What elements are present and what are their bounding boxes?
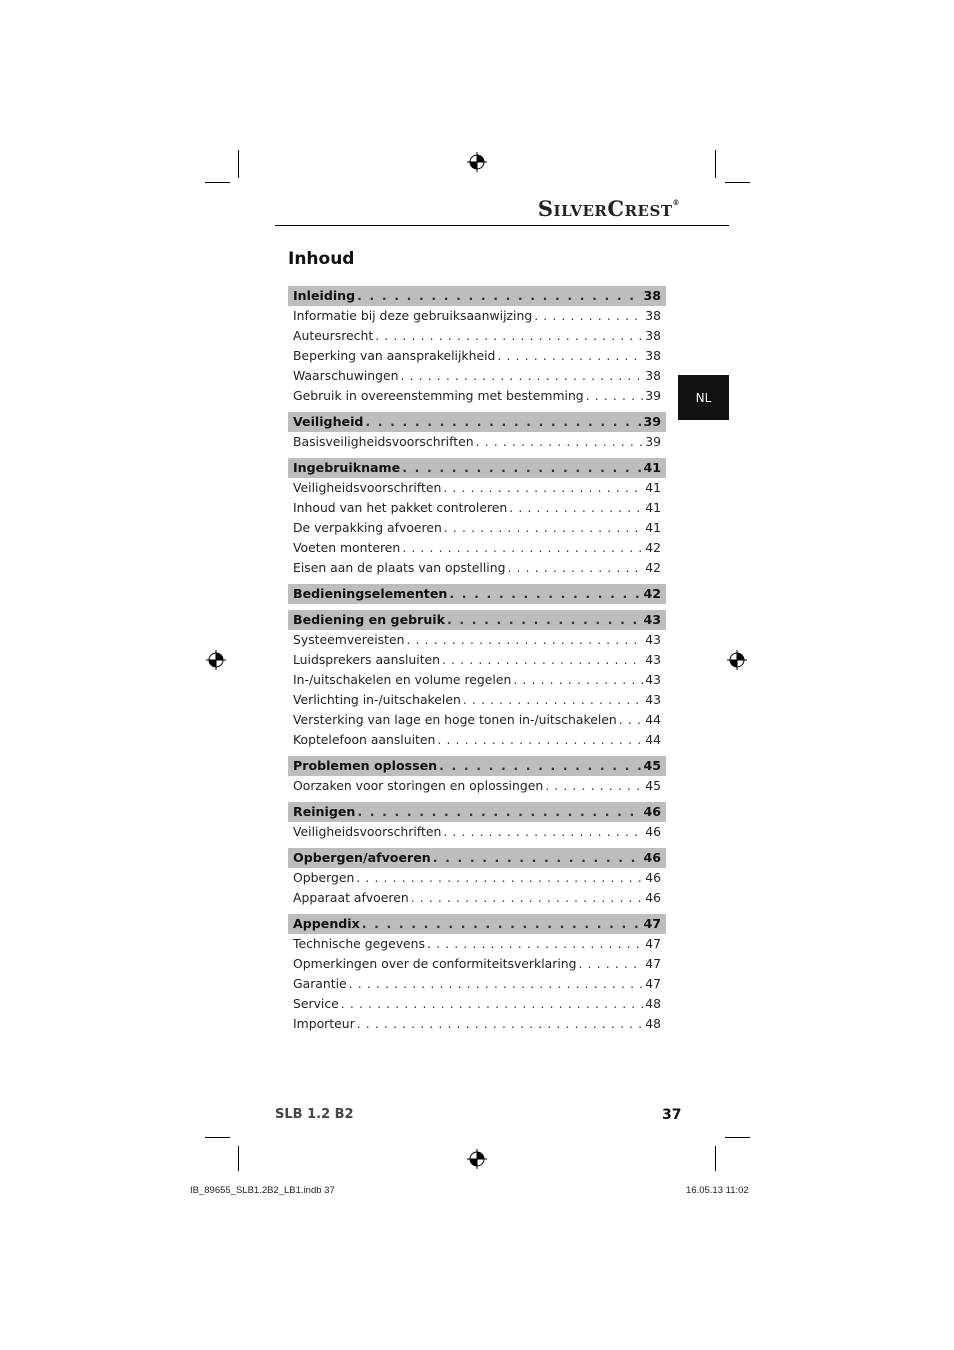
toc-entry-page: 42 bbox=[645, 540, 661, 555]
dot-leader bbox=[509, 498, 643, 518]
dot-leader bbox=[507, 558, 643, 578]
toc-entry[interactable] bbox=[288, 558, 666, 578]
toc-entry[interactable] bbox=[288, 366, 666, 386]
dot-leader bbox=[375, 326, 643, 346]
print-slug-date: 16.05.13 11:02 bbox=[686, 1185, 749, 1196]
toc-entry-page: 38 bbox=[645, 308, 661, 323]
toc-entry-label: Waarschuwingen bbox=[293, 368, 399, 383]
toc-entry-page: 44 bbox=[645, 712, 661, 727]
toc-entry-label: Oorzaken voor storingen en oplossingen bbox=[293, 778, 544, 793]
dot-leader bbox=[427, 934, 643, 954]
registration-mark-icon bbox=[206, 650, 226, 670]
dot-leader bbox=[433, 848, 642, 868]
toc-entry-label: Service bbox=[293, 996, 339, 1011]
toc-entry-page: 47 bbox=[645, 976, 661, 991]
brand-logo-part: CREST bbox=[607, 196, 673, 221]
toc-section-page: 39 bbox=[643, 414, 661, 429]
toc-entry[interactable] bbox=[288, 690, 666, 710]
toc-entry-page: 45 bbox=[645, 778, 661, 793]
toc-entry-label: Eisen aan de plaats van opstelling bbox=[293, 560, 506, 575]
toc-entry[interactable] bbox=[288, 776, 666, 796]
toc-section-label: Veiligheid bbox=[293, 414, 364, 429]
toc-section-label: Bedieningselementen bbox=[293, 586, 448, 601]
toc-section[interactable] bbox=[288, 584, 666, 604]
dot-leader bbox=[513, 670, 643, 690]
dot-leader bbox=[437, 730, 643, 750]
toc-entry-label: Systeemvereisten bbox=[293, 632, 405, 647]
crop-mark bbox=[715, 150, 716, 178]
dot-leader bbox=[356, 868, 643, 888]
toc-section[interactable] bbox=[288, 756, 666, 776]
toc-entry-page: 47 bbox=[645, 936, 661, 951]
dot-leader bbox=[442, 650, 643, 670]
dot-leader bbox=[439, 756, 641, 776]
toc-entry[interactable] bbox=[288, 710, 666, 730]
toc-entry-page: 46 bbox=[645, 870, 661, 885]
toc-entry-page: 48 bbox=[645, 1016, 661, 1031]
toc-section-label: Appendix bbox=[293, 916, 360, 931]
toc-entry-page: 48 bbox=[645, 996, 661, 1011]
dot-leader bbox=[357, 802, 641, 822]
toc-entry[interactable] bbox=[288, 538, 666, 558]
dot-leader bbox=[402, 458, 641, 478]
toc-section-page: 45 bbox=[643, 758, 661, 773]
toc-entry-page: 41 bbox=[645, 500, 661, 515]
toc-entry-page: 41 bbox=[645, 480, 661, 495]
toc-entry-label: Inhoud van het pakket controleren bbox=[293, 500, 508, 515]
toc-entry-label: Opmerkingen over de conformiteitsverklaring bbox=[293, 956, 577, 971]
toc-section-page: 46 bbox=[643, 804, 661, 819]
page-number: 37 bbox=[662, 1107, 682, 1123]
dot-leader bbox=[463, 690, 643, 710]
toc-entry-page: 43 bbox=[645, 692, 661, 707]
toc-section[interactable] bbox=[288, 458, 666, 478]
toc-entry[interactable] bbox=[288, 974, 666, 994]
toc-entry[interactable] bbox=[288, 386, 666, 406]
crop-mark bbox=[725, 1137, 750, 1138]
toc-entry-label: Importeur bbox=[293, 1016, 355, 1031]
toc-entry-label: Voeten monteren bbox=[293, 540, 401, 555]
toc-entry-label: Luidsprekers aansluiten bbox=[293, 652, 441, 667]
toc-entry-label: Apparaat afvoeren bbox=[293, 890, 409, 905]
toc-entry[interactable] bbox=[288, 934, 666, 954]
toc-entry[interactable] bbox=[288, 888, 666, 908]
toc-section-page: 41 bbox=[643, 460, 661, 475]
dot-leader bbox=[545, 776, 643, 796]
toc-entry[interactable] bbox=[288, 1014, 666, 1034]
toc-entry[interactable] bbox=[288, 630, 666, 650]
toc-entry[interactable] bbox=[288, 822, 666, 842]
registered-mark: ® bbox=[672, 198, 680, 207]
dot-leader bbox=[619, 710, 643, 730]
dot-leader bbox=[447, 610, 641, 630]
crop-mark bbox=[715, 1146, 716, 1171]
toc-section-label: Bediening en gebruik bbox=[293, 612, 445, 627]
toc-entry[interactable] bbox=[288, 306, 666, 326]
toc-entry-label: Garantie bbox=[293, 976, 347, 991]
dot-leader bbox=[341, 994, 643, 1014]
toc-entry-page: 43 bbox=[645, 672, 661, 687]
toc-entry-page: 39 bbox=[645, 434, 661, 449]
toc-section-label: Reinigen bbox=[293, 804, 356, 819]
table-of-contents bbox=[288, 286, 666, 1034]
dot-leader bbox=[365, 412, 641, 432]
toc-section-page: 38 bbox=[643, 288, 661, 303]
toc-entry[interactable] bbox=[288, 730, 666, 750]
toc-entry-page: 38 bbox=[645, 348, 661, 363]
toc-section-page: 43 bbox=[643, 612, 661, 627]
page-title: Inhoud bbox=[288, 249, 355, 269]
toc-entry-label: Beperking van aansprakelijkheid bbox=[293, 348, 496, 363]
crop-mark bbox=[205, 182, 230, 183]
dot-leader bbox=[578, 954, 643, 974]
toc-section[interactable] bbox=[288, 412, 666, 432]
toc-entry-label: Veiligheidsvoorschriften bbox=[293, 824, 442, 839]
dot-leader bbox=[443, 478, 643, 498]
dot-leader bbox=[443, 822, 643, 842]
toc-entry-page: 43 bbox=[645, 632, 661, 647]
toc-section[interactable] bbox=[288, 610, 666, 630]
registration-mark-icon bbox=[727, 650, 747, 670]
dot-leader bbox=[586, 386, 644, 406]
dot-leader bbox=[349, 974, 644, 994]
toc-entry[interactable] bbox=[288, 868, 666, 888]
crop-mark bbox=[238, 1146, 239, 1171]
toc-entry[interactable] bbox=[288, 650, 666, 670]
crop-mark bbox=[725, 182, 750, 183]
dot-leader bbox=[449, 584, 641, 604]
dot-leader bbox=[406, 630, 643, 650]
toc-section-label: Problemen oplossen bbox=[293, 758, 438, 773]
toc-section-page: 47 bbox=[643, 916, 661, 931]
toc-section-page: 46 bbox=[643, 850, 661, 865]
toc-section-label: Opbergen/afvoeren bbox=[293, 850, 431, 865]
dot-leader bbox=[357, 1014, 644, 1034]
registration-mark-icon bbox=[467, 1149, 487, 1169]
toc-entry-label: Auteursrecht bbox=[293, 328, 374, 343]
toc-entry[interactable] bbox=[288, 478, 666, 498]
toc-entry[interactable] bbox=[288, 432, 666, 452]
toc-section-label: Inleiding bbox=[293, 288, 356, 303]
toc-entry-label: Opbergen bbox=[293, 870, 355, 885]
toc-entry-page: 42 bbox=[645, 560, 661, 575]
toc-entry-page: 38 bbox=[645, 328, 661, 343]
brand-logo bbox=[520, 196, 680, 221]
toc-entry-label: Technische gegevens bbox=[293, 936, 425, 951]
toc-entry[interactable] bbox=[288, 326, 666, 346]
toc-entry-label: In-/uitschakelen en volume regelen bbox=[293, 672, 512, 687]
toc-section-page: 42 bbox=[643, 586, 661, 601]
dot-leader bbox=[497, 346, 643, 366]
toc-entry-label: De verpakking afvoeren bbox=[293, 520, 442, 535]
dot-leader bbox=[402, 538, 643, 558]
toc-entry[interactable] bbox=[288, 670, 666, 690]
toc-section[interactable] bbox=[288, 914, 666, 934]
brand-logo-part: SILVER bbox=[537, 196, 608, 221]
dot-leader bbox=[400, 366, 643, 386]
toc-entry-label: Basisveiligheidsvoorschriften bbox=[293, 434, 474, 449]
registration-mark-icon bbox=[467, 152, 487, 172]
toc-entry-page: 47 bbox=[645, 956, 661, 971]
toc-entry[interactable] bbox=[288, 346, 666, 366]
toc-entry-page: 41 bbox=[645, 520, 661, 535]
print-slug-file: IB_89655_SLB1.2B2_LB1.indb 37 bbox=[190, 1185, 335, 1196]
crop-mark bbox=[205, 1137, 230, 1138]
crop-mark bbox=[238, 150, 239, 178]
dot-leader bbox=[411, 888, 644, 908]
toc-entry-page: 46 bbox=[645, 824, 661, 839]
toc-entry-label: Gebruik in overeenstemming met bestemming bbox=[293, 388, 584, 403]
toc-entry-label: Koptelefoon aansluiten bbox=[293, 732, 436, 747]
dot-leader bbox=[357, 286, 641, 306]
toc-entry-label: Veiligheidsvoorschriften bbox=[293, 480, 442, 495]
toc-entry[interactable] bbox=[288, 498, 666, 518]
toc-entry-page: 46 bbox=[645, 890, 661, 905]
dot-leader bbox=[362, 914, 642, 934]
toc-entry[interactable] bbox=[288, 518, 666, 538]
dot-leader bbox=[444, 518, 643, 538]
dot-leader bbox=[476, 432, 644, 452]
toc-section-label: Ingebruikname bbox=[293, 460, 401, 475]
toc-entry-label: Verlichting in-/uitschakelen bbox=[293, 692, 461, 707]
toc-entry-page: 39 bbox=[645, 388, 661, 403]
toc-entry-label: Versterking van lage en hoge tonen in-/uitschakelen bbox=[293, 712, 617, 727]
model-number: SLB 1.2 B2 bbox=[275, 1107, 354, 1122]
language-tab: NL bbox=[678, 375, 729, 420]
toc-section[interactable] bbox=[288, 848, 666, 868]
toc-section[interactable] bbox=[288, 802, 666, 822]
header-rule bbox=[275, 225, 729, 226]
toc-entry[interactable] bbox=[288, 994, 666, 1014]
toc-entry-label: Informatie bij deze gebruiksaanwijzing bbox=[293, 308, 533, 323]
toc-entry-page: 44 bbox=[645, 732, 661, 747]
toc-entry[interactable] bbox=[288, 954, 666, 974]
toc-entry-page: 43 bbox=[645, 652, 661, 667]
toc-entry-page: 38 bbox=[645, 368, 661, 383]
toc-section[interactable] bbox=[288, 286, 666, 306]
dot-leader bbox=[534, 306, 643, 326]
